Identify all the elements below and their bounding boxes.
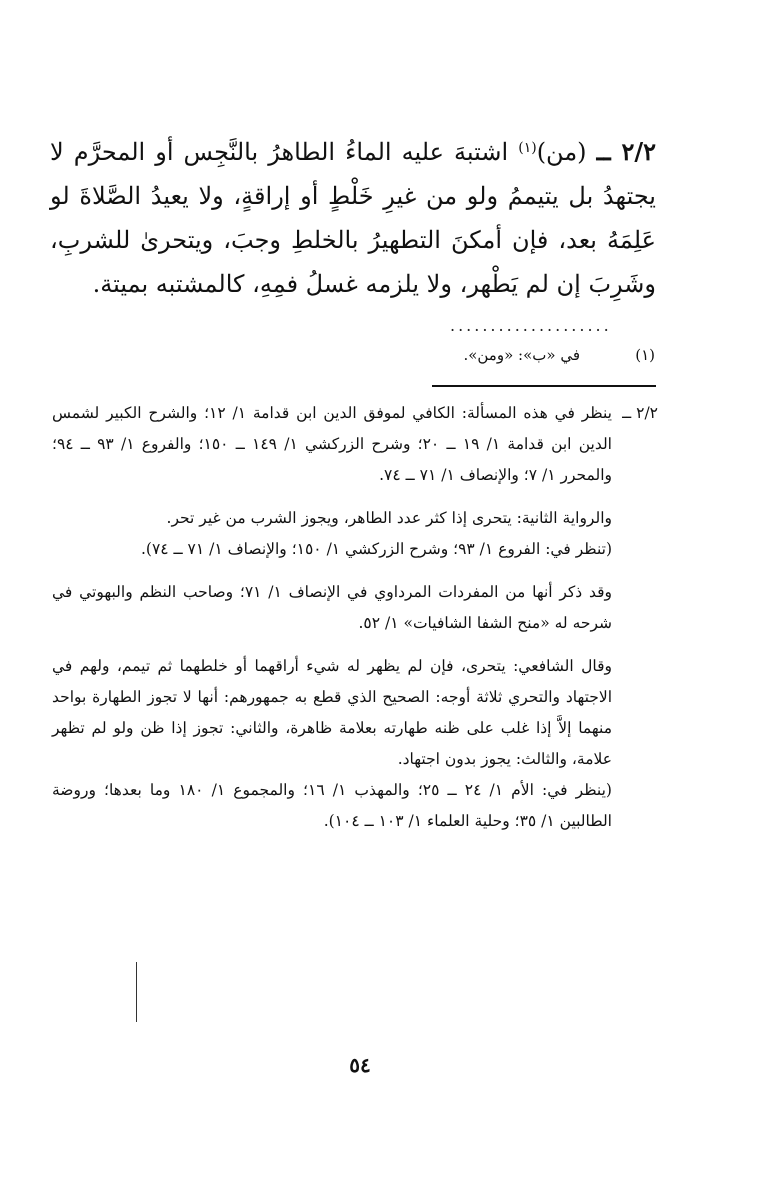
- footnote-reference[interactable]: (١): [518, 140, 537, 156]
- note-paragraph: وقد ذكر أنها من المفردات المرداوي في الإنصاف ١/ ٧١؛ وصاحب النظم والبهوتي في شرحه له «منح الشفا الشافيات» ١/ ٥٢.: [52, 583, 612, 632]
- issue-prefix: (من): [536, 138, 587, 166]
- notes-side-number: ٢/٢ ــ: [622, 404, 658, 422]
- footnote-number: (١): [635, 346, 655, 364]
- note-paragraph: (تنظر في: الفروع ١/ ٩٣؛ وشرح الزركشي ١/ ١٥٠؛ والإنصاف ١/ ٧١ ــ ٧٤).: [140, 540, 612, 558]
- note-paragraph: والرواية الثانية: يتحرى إذا كثر عدد الطاهر، ويجوز الشرب من غير تحر.: [166, 509, 612, 527]
- footnote: [440, 342, 655, 368]
- note-paragraph: (ينظر في: الأم ١/ ٢٤ ــ ٢٥؛ والمهذب ١/ ١٦؛ والمجموع ١/ ١٨٠ وما بعدها؛ وروضة الطالبين ١/ ٣٥؛ وحلية العلماء ١/ ١٠٣ ــ ١٠٤).: [52, 781, 612, 830]
- commentary-notes: [52, 398, 612, 837]
- page-number: ٥٤: [349, 1053, 371, 1077]
- margin-line: [136, 962, 137, 1022]
- note-paragraph: ينظر في هذه المسألة: الكافي لموفق الدين ابن قدامة ١/ ١٢؛ والشرح الكبير لشمس الدين ابن قدامة ١/ ١٩ ــ ٢٠؛ وشرح الزركشي ١/ ١٤٩ ــ ١٥٠؛ والفروع ١/ ٩٣ ــ ٩٤؛ والمحرر ١/ ٧؛ والإنصاف ١/ ٧١ ــ ٧٤.: [52, 404, 612, 484]
- issue-number: ٢/٢ ــ: [596, 137, 656, 166]
- issue-text: اشتبهَ عليه الماءُ الطاهرُ بالنَّجِس أو المحرَّم لا يجتهدُ بل يتيممُ ولو من غيرِ خَلْطٍ أو إراقةٍ، ولا يعيدُ الصَّلاةَ لو عَلِمَهُ بعد، فإن أمكنَ التطهيرُ بالخلطِ وجبَ، ويتحرىٰ للشربِ، وشَرِبَ إن لم يَطْهر، ولا يلزمه غسلُ فمِهِ، كالمشتبه بميتة.: [50, 138, 656, 298]
- main-text-block: [50, 130, 656, 306]
- note-paragraph: وقال الشافعي: يتحرى، فإن لم يظهر له شيء أراقهما أو خلطهما ثم تيمم، ولهم في الاجتهاد والتحري ثلاثة أوجه: الصحيح الذي قطع به جمهورهم: أنها لا تجوز الطهارة بواحد منهما إلاَّ إذا غلب على ظنه طهارته بعلامة ظاهرة، والثاني: تجوز إذا ظن ولو لم تظهر علامة، والثالث: يجوز بدون اجتهاد.: [52, 657, 612, 768]
- separator-dots: ....................: [450, 316, 612, 335]
- footnote-divider: [432, 385, 656, 387]
- footnote-text: في «ب»: «ومن».: [463, 346, 580, 364]
